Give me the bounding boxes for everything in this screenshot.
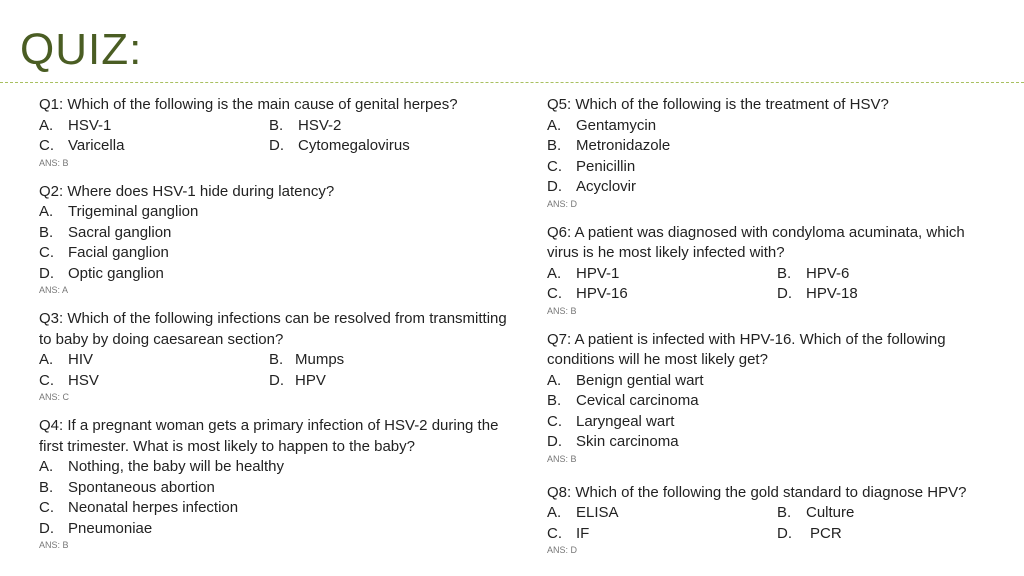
answer-label: ANS: B bbox=[547, 453, 577, 464]
answer-label: ANS: D bbox=[547, 545, 578, 555]
option-text: HSV-1 bbox=[68, 116, 112, 134]
option-text: Benign gential wart bbox=[576, 371, 704, 389]
title-divider bbox=[0, 82, 1024, 83]
option-text: Skin carcinoma bbox=[576, 433, 679, 450]
option-d bbox=[39, 264, 509, 285]
option-b bbox=[39, 223, 509, 244]
right-column bbox=[547, 95, 997, 556]
option-letter: A. bbox=[547, 116, 562, 134]
option-text: Facial ganglion bbox=[68, 244, 169, 261]
option-letter: A. bbox=[39, 203, 54, 220]
option-letter: B. bbox=[777, 264, 792, 282]
option-c bbox=[39, 243, 509, 264]
options-row bbox=[39, 371, 509, 392]
left-column bbox=[39, 95, 509, 551]
option-c bbox=[547, 412, 997, 433]
option-d bbox=[547, 432, 997, 453]
option-c bbox=[39, 498, 509, 519]
answer-label: ANS: C bbox=[39, 392, 70, 402]
option-b bbox=[547, 136, 997, 157]
answer-label: ANS: B bbox=[39, 540, 69, 550]
question-4 bbox=[39, 416, 509, 551]
option-text: Laryngeal wart bbox=[576, 412, 675, 430]
option-text: HPV bbox=[295, 371, 326, 389]
option-text: HSV-2 bbox=[298, 116, 342, 134]
question-text: Q7: A patient is infected with HPV-16. Which of the following conditions will he most likely get? bbox=[547, 330, 946, 368]
option-text: HPV-6 bbox=[806, 264, 850, 282]
question-text: Q5: Which of the following is the treatment of HSV? bbox=[547, 96, 889, 113]
question-text: Q1: Which of the following is the main cause of genital herpes? bbox=[39, 96, 458, 113]
question-1 bbox=[39, 95, 509, 169]
option-text: Spontaneous abortion bbox=[68, 478, 215, 496]
option-letter: D. bbox=[547, 178, 562, 195]
option-a bbox=[547, 116, 997, 137]
options-row bbox=[547, 264, 997, 285]
slide-title: QUIZ: bbox=[20, 25, 143, 74]
option-text: HPV-16 bbox=[576, 285, 628, 302]
option-letter: B. bbox=[777, 504, 792, 521]
option-text: Cytomegalovirus bbox=[298, 137, 410, 154]
option-letter: C. bbox=[547, 157, 562, 175]
option-text: Trigeminal ganglion bbox=[68, 203, 199, 220]
option-d bbox=[39, 519, 509, 540]
option-letter: A. bbox=[547, 371, 562, 389]
option-letter: B. bbox=[547, 137, 562, 154]
option-letter: D. bbox=[39, 264, 54, 282]
option-text: PCR bbox=[810, 524, 842, 542]
option-letter: A. bbox=[39, 116, 54, 134]
option-letter: D. bbox=[777, 524, 792, 542]
option-letter: C. bbox=[547, 285, 562, 302]
question-text: Q4: If a pregnant woman gets a primary infection of HSV-2 during the first trimester. What is most likely to happen to the baby? bbox=[39, 417, 499, 455]
options-row bbox=[39, 136, 509, 157]
option-text: Metronidazole bbox=[576, 137, 671, 154]
question-text: Q6: A patient was diagnosed with condyloma acuminata, which virus is he most likely infected with? bbox=[547, 223, 965, 261]
option-text: Sacral ganglion bbox=[68, 223, 172, 241]
answer-label: ANS: D bbox=[547, 198, 578, 209]
answer-label: ANS: A bbox=[39, 285, 69, 295]
option-letter: C. bbox=[547, 412, 562, 430]
question-3 bbox=[39, 309, 509, 403]
option-letter: A. bbox=[39, 351, 54, 368]
option-text: HSV bbox=[68, 371, 99, 389]
option-text: Mumps bbox=[295, 351, 345, 368]
option-letter: C. bbox=[39, 499, 54, 516]
options-row bbox=[547, 284, 997, 305]
option-text: ELISA bbox=[576, 504, 619, 521]
option-text: Neonatal herpes infection bbox=[68, 499, 239, 516]
option-text: Pneumoniae bbox=[68, 519, 153, 537]
option-text: Gentamycin bbox=[576, 116, 657, 134]
question-text: Q8: Which of the following the gold standard to diagnose HPV? bbox=[547, 483, 967, 501]
question-8 bbox=[547, 483, 997, 557]
option-letter: D. bbox=[777, 285, 792, 302]
option-text: Acyclovir bbox=[576, 178, 637, 195]
question-text: Q3: Which of the following infections can be resolved from transmitting to baby by doing caesarean section? bbox=[39, 310, 507, 348]
option-letter: D. bbox=[39, 519, 54, 537]
option-a bbox=[39, 202, 509, 223]
option-letter: D. bbox=[269, 137, 284, 154]
option-letter: C. bbox=[39, 244, 54, 261]
question-2 bbox=[39, 182, 509, 297]
option-text: IF bbox=[576, 524, 590, 542]
option-text: Optic ganglion bbox=[68, 264, 164, 282]
option-c bbox=[547, 157, 997, 178]
answer-label: ANS: B bbox=[39, 157, 69, 168]
option-letter: C. bbox=[39, 371, 54, 389]
options-row bbox=[39, 116, 509, 137]
option-letter: D. bbox=[269, 371, 284, 389]
option-text: HIV bbox=[68, 351, 94, 368]
question-6 bbox=[547, 223, 997, 317]
option-b bbox=[39, 478, 509, 499]
option-letter: C. bbox=[547, 524, 562, 542]
options-row bbox=[547, 524, 997, 545]
option-text: Penicillin bbox=[576, 157, 636, 175]
question-7 bbox=[547, 330, 997, 465]
answer-label: ANS: B bbox=[547, 305, 577, 316]
option-letter: B. bbox=[39, 478, 54, 496]
option-text: Nothing, the baby will be healthy bbox=[68, 458, 284, 475]
options-row bbox=[39, 350, 509, 371]
option-letter: B. bbox=[269, 351, 284, 368]
options-row bbox=[547, 503, 997, 524]
option-text: HPV-1 bbox=[576, 264, 620, 282]
option-letter: D. bbox=[547, 433, 562, 450]
option-letter: A. bbox=[547, 504, 562, 521]
question-5 bbox=[547, 95, 997, 210]
option-letter: B. bbox=[269, 116, 284, 134]
option-text: Cevical carcinoma bbox=[576, 392, 699, 409]
option-text: Culture bbox=[806, 504, 855, 521]
option-text: Varicella bbox=[68, 137, 125, 154]
option-letter: B. bbox=[39, 223, 54, 241]
option-letter: A. bbox=[547, 264, 562, 282]
option-b bbox=[547, 391, 997, 412]
option-letter: B. bbox=[547, 392, 562, 409]
option-a bbox=[547, 371, 997, 392]
option-letter: C. bbox=[39, 137, 54, 154]
option-d bbox=[547, 177, 997, 198]
option-text: HPV-18 bbox=[806, 285, 858, 302]
question-text: Q2: Where does HSV-1 hide during latency? bbox=[39, 182, 335, 200]
option-a bbox=[39, 457, 509, 478]
option-letter: A. bbox=[39, 458, 54, 475]
